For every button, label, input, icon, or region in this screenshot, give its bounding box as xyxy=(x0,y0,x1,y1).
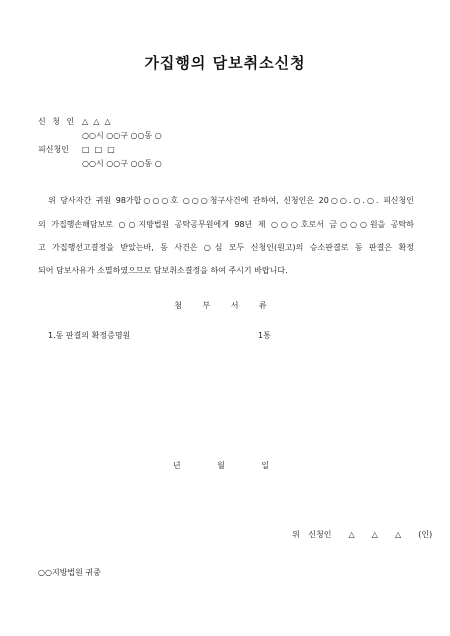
respondent-address: ○○시 ○○구 ○○동 ○ xyxy=(82,159,162,168)
body-line-3: 고 가집행선고결정을 받았는바, 동 사건은 ○심 모두 신청인(원고)의 승소판결로 동 판결은 확정 xyxy=(38,243,414,252)
attachment-item: 1.동 판결의 확정증명원 xyxy=(48,331,131,340)
body-line-2: 의 가집행손해담보로 ○○지방법원 공탁공무원에게 98년 제 ○○○호로서 금○○○원을 공탁하 xyxy=(38,220,414,229)
attachments-heading xyxy=(0,301,450,311)
body-line-4: 되어 담보사유가 소멸하였으므로 담보취소결정을 하여 주시기 바랍니다. xyxy=(38,266,288,275)
date-line-text: 년 월 일 xyxy=(172,461,278,470)
date-line xyxy=(0,461,450,471)
applicant-address: ○○시 ○○구 ○○동 ○ xyxy=(82,131,162,140)
applicant-name: △ △ △ xyxy=(82,117,111,126)
signature-line: 위 신청인 △ △ △ (인) xyxy=(292,530,433,539)
attachments-heading-text: 첨 부 서 류 xyxy=(174,301,276,310)
body-line-1: 위 당사자간 귀원 98가합○○○호 ○○○청구사건에 관하여, 신청인은 20○○.○.○. 피신청인 xyxy=(48,196,414,205)
respondent-name: □ □ □ xyxy=(82,145,115,154)
attachment-count: 1통 xyxy=(258,331,271,340)
document-title: 가집행의 담보취소신청 xyxy=(144,54,306,72)
applicant-label: 신 청 인 xyxy=(38,117,77,126)
court-addressee: ○○지방법원 귀중 xyxy=(38,568,101,577)
respondent-label: 피신청인 xyxy=(38,145,69,154)
